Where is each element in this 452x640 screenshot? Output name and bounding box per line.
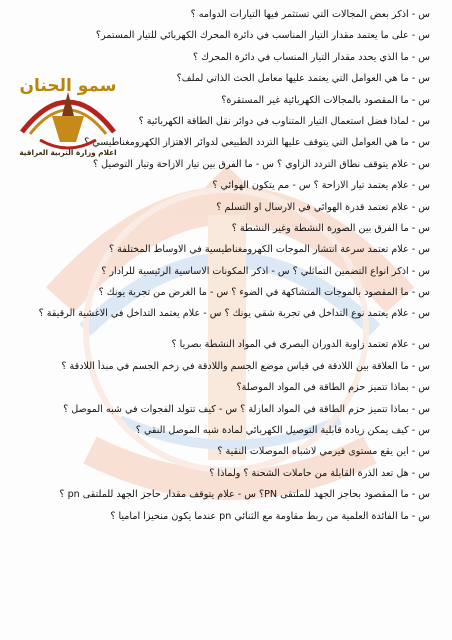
question-line: س - ما الذي يحدد مقدار التيار المنساب في دائرة المحرك ؟ [192,51,430,63]
publisher-logo [12,62,124,166]
question-line: س - هل تعد الذرة القابلة من حاملات الشحنة ؟ ولماذا ؟ [209,467,430,479]
question-line: س - ما المقصود بحاجز الجهد للملتقى PN؟ س - علام يتوقف مقدار حاجز الجهد للملتقى pn ؟ [59,489,430,501]
logo-name-text: سمو الحنان [19,76,117,96]
question-line: س - علام يعتمد نوع التداخل في تجربة شقي يونك ؟ س - علام يعتمد التداخل في الاغشية الرقيقة ؟ [38,308,430,320]
question-line: س - بماذا تتميز حزم الطاقة في المواد الموصلة؟ [236,382,430,394]
question-line: س - ما الفرق بين الصورة النشطة وغير النشطة ؟ [231,222,430,234]
question-line: س - علام تعتمد قدرة الهوائي في الارسال او التسلم ؟ [216,201,430,213]
question-line: س - اذكر انواع التضمين التماثلي ؟ س - اذكر المكونات الاساسية الرئيسية للرادار ؟ [101,265,430,277]
question-line: س - بماذا تتميز حزم الطاقة في المواد العازلة ؟ س - كيف تتولد الفجوات في شبه الموصل ؟ [63,403,430,415]
question-line: س - علام تعتمد زاوية الدوران البصري في المواد النشطة بصريا ؟ [171,339,430,351]
question-line: س - كيف يمكن زيادة قابلية التوصيل الكهربائي لمادة شبه الموصل النقي ؟ [135,425,430,437]
question-line: س - علام يتوقف نطاق التردد الزاوي ؟ س - ما الفرق بين تيار الازاحة وتيار التوصيل ؟ [93,158,430,170]
question-line: س - اذكر بعض المجالات التي تستثمر فيها التيارات الدوامه ؟ [190,9,430,20]
question-line: س - ما هي العوامل التي يعتمد عليها معامل الحث الذاتي لملف؟ [176,73,430,85]
question-line: س - ما المقصود بالموجات المتشاكهة في الضوء ؟ س - ما الغرض من تجربة يونك ؟ [98,287,430,299]
question-line: س - على ما يعتمد مقدار التيار المناسب في دائرة المحرك الكهربائي للتيار المستمر؟ [95,30,430,42]
question-line: س - ما المقصود بالمجالات الكهربائية غير المستقرة؟ [221,94,430,106]
question-line: س - علام تعتمد سرعة انتشار الموجات الكهرومغناطيسية في الاوساط المختلفة ؟ [108,244,430,256]
question-line: س - علام يعتمد تيار الازاحة ؟ س - مم يتكون الهوائي ؟ [212,180,430,192]
question-line: س - اين يقع مستوى فيرمي لاشباه الموصلات النقية ؟ [217,446,430,458]
question-line: س - ما هي العوامل التي يتوقف عليها التردد الطبيعي لدوائر الاهتزاز الكهرومغناطيسي ؟ [84,137,430,149]
logo-caption-text: اعلام وزارة التربية العراقية [19,148,117,157]
question-line: س - ما الفائدة العلمية من ربط مقاومة مع الثنائي pn عندما يكون منحيزا اماميا ؟ [110,510,430,522]
question-line: س - لماذا فضل استعمال التيار المتناوب في دوائر نقل الطاقة الكهربائية ؟ [138,115,430,127]
question-line: س - ما العلاقة بين اللادقة في قياس موضع الجسم واللادقة في زخم الجسم في مبدأ اللادقة ؟ [61,360,430,372]
